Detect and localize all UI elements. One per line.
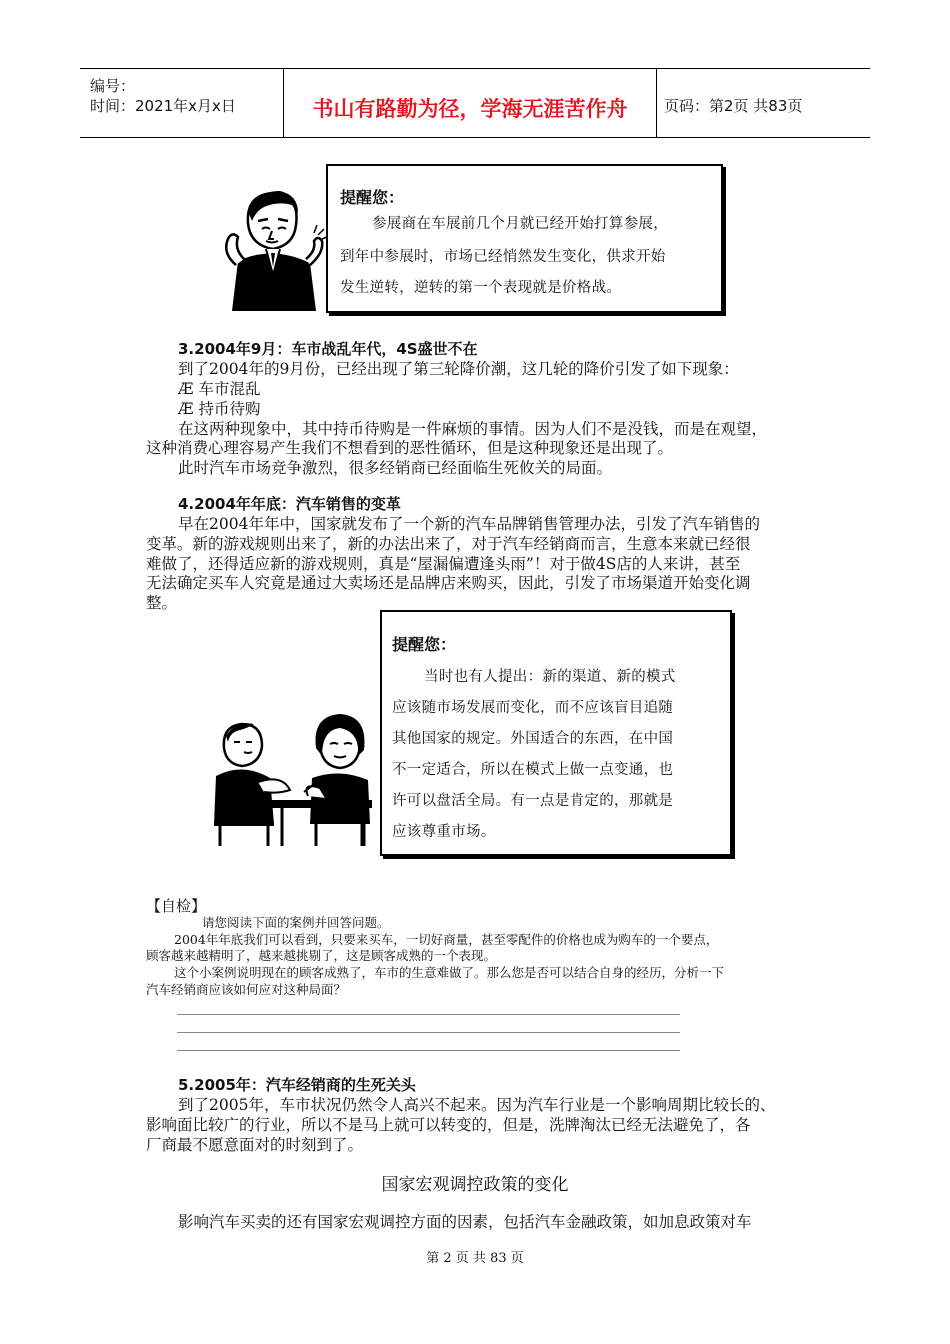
body-line: 在这两种现象中，其中持币待购是一件麻烦的事情。因为人们不是没钱，而是在观望， [178, 420, 768, 438]
body-line: 到了2005年，车市状况仍然令人高兴不起来。因为汽车行业是一个影响周期比较长的、 [178, 1096, 776, 1114]
self-check-line: 顾客越来越精明了，越来越挑剔了，这是顾客成熟的一个表现。 [146, 948, 497, 963]
body-line: 影响汽车买卖的还有国家宏观调控方面的因素，包括汽车金融政策，如加息政策对车 [178, 1213, 752, 1231]
reminder-line: 其他国家的规定。外国适合的东西，在中国 [392, 731, 674, 747]
body-line: 变革。新的游戏规则出来了，新的办法出来了，对于汽车经销商而言，生意本来就已经很 [146, 535, 751, 553]
bullet-item: Æ 车市混乱 [178, 380, 261, 398]
page-header [80, 68, 870, 138]
reminder-title-1: 提醒您： [340, 188, 405, 207]
self-check-line: 2004年年底我们可以看到，只要来买车，一切好商量，甚至零配件的价格也成为购车的一个要点， [174, 932, 719, 947]
reminder-line: 应该随市场发展而变化，而不应该盲目追随 [392, 700, 674, 716]
self-check-line: 请您阅读下面的案例并回答问题。 [202, 915, 390, 930]
body-line: 影响面比较广的行业，所以不是马上就可以转变的，但是，洗牌淘汰已经无法避免了，各 [146, 1116, 751, 1134]
section-3-heading: 3.2004年9月：车市战乱年代，4S盛世不在 [178, 340, 478, 358]
body-line: 无法确定买车人究竟是通过大卖场还是品牌店来购买，因此，引发了市场渠道开始变化调 [146, 574, 751, 592]
answer-line[interactable] [177, 1032, 680, 1033]
reminder-line: 许可以盘活全局。有一点是肯定的，那就是 [392, 793, 674, 809]
reminder-line: 不一定适合，所以在模式上做一点变通，也 [392, 762, 674, 778]
body-line: 到了2004年的9月份，已经出现了第三轮降价潮，这几轮的降价引发了如下现象： [178, 360, 739, 378]
body-line: 此时汽车市场竞争激烈，很多经销商已经面临生死攸关的局面。 [178, 459, 613, 477]
section-5-heading: 5.2005年：汽车经销商的生死关头 [178, 1076, 416, 1094]
reminder-line: 到年中参展时，市场已经悄然发生变化，供求开始 [340, 249, 666, 265]
answer-line[interactable] [177, 1050, 680, 1051]
answer-line[interactable] [177, 1014, 680, 1015]
header-page-cell [656, 69, 870, 137]
section-4-heading: 4.2004年年底：汽车销售的变革 [178, 495, 401, 513]
motto: 书山有路勤为径，学海无涯苦作舟 [312, 97, 628, 121]
self-check-line: 这个小案例说明现在的顾客成熟了，车市的生意难做了。那么您是否可以结合自身的经历，分析一下 [174, 965, 725, 980]
number-label: 编号： [90, 77, 136, 95]
header-motto-cell [283, 69, 657, 137]
reminder-title-2: 提醒您： [392, 635, 457, 654]
cartoon-man-illustration [218, 183, 330, 313]
body-line: 早在2004年年中，国家就发布了一个新的汽车品牌销售管理办法，引发了汽车销售的 [178, 515, 760, 533]
policy-section-title: 国家宏观调控政策的变化 [381, 1175, 569, 1195]
page-info: 页码：第2页 共83页 [664, 97, 803, 115]
body-line: 这种消费心理容易产生我们不想看到的恶性循环，但是这种现象还是出现了。 [146, 439, 674, 457]
body-line: 厂商最不愿意面对的时刻到了。 [146, 1136, 364, 1154]
bullet-item: Æ 持币待购 [178, 400, 261, 418]
body-line: 难做了，还得适应新的游戏规则，真是“屋漏偏遭逢头雨”！对于做4S店的人来讲，甚至 [146, 555, 741, 573]
self-check-line: 汽车经销商应该如何应对这种局面？ [146, 982, 347, 997]
reminder-line: 应该尊重市场。 [392, 824, 496, 840]
reminder-line: 发生逆转，逆转的第一个表现就是价格战。 [340, 280, 622, 296]
self-check-heading: 【自检】 [146, 897, 207, 915]
page-footer: 第 2 页 共 83 页 [426, 1251, 524, 1266]
cartoon-meeting-illustration [212, 712, 382, 850]
date-label: 时间：2021年x月x日 [90, 97, 236, 115]
reminder-line: 参展商在车展前几个月就已经开始打算参展， [372, 216, 668, 232]
reminder-line: 当时也有人提出：新的渠道、新的模式 [424, 669, 676, 685]
body-line: 整。 [146, 594, 178, 612]
header-meta-cell [80, 69, 283, 137]
